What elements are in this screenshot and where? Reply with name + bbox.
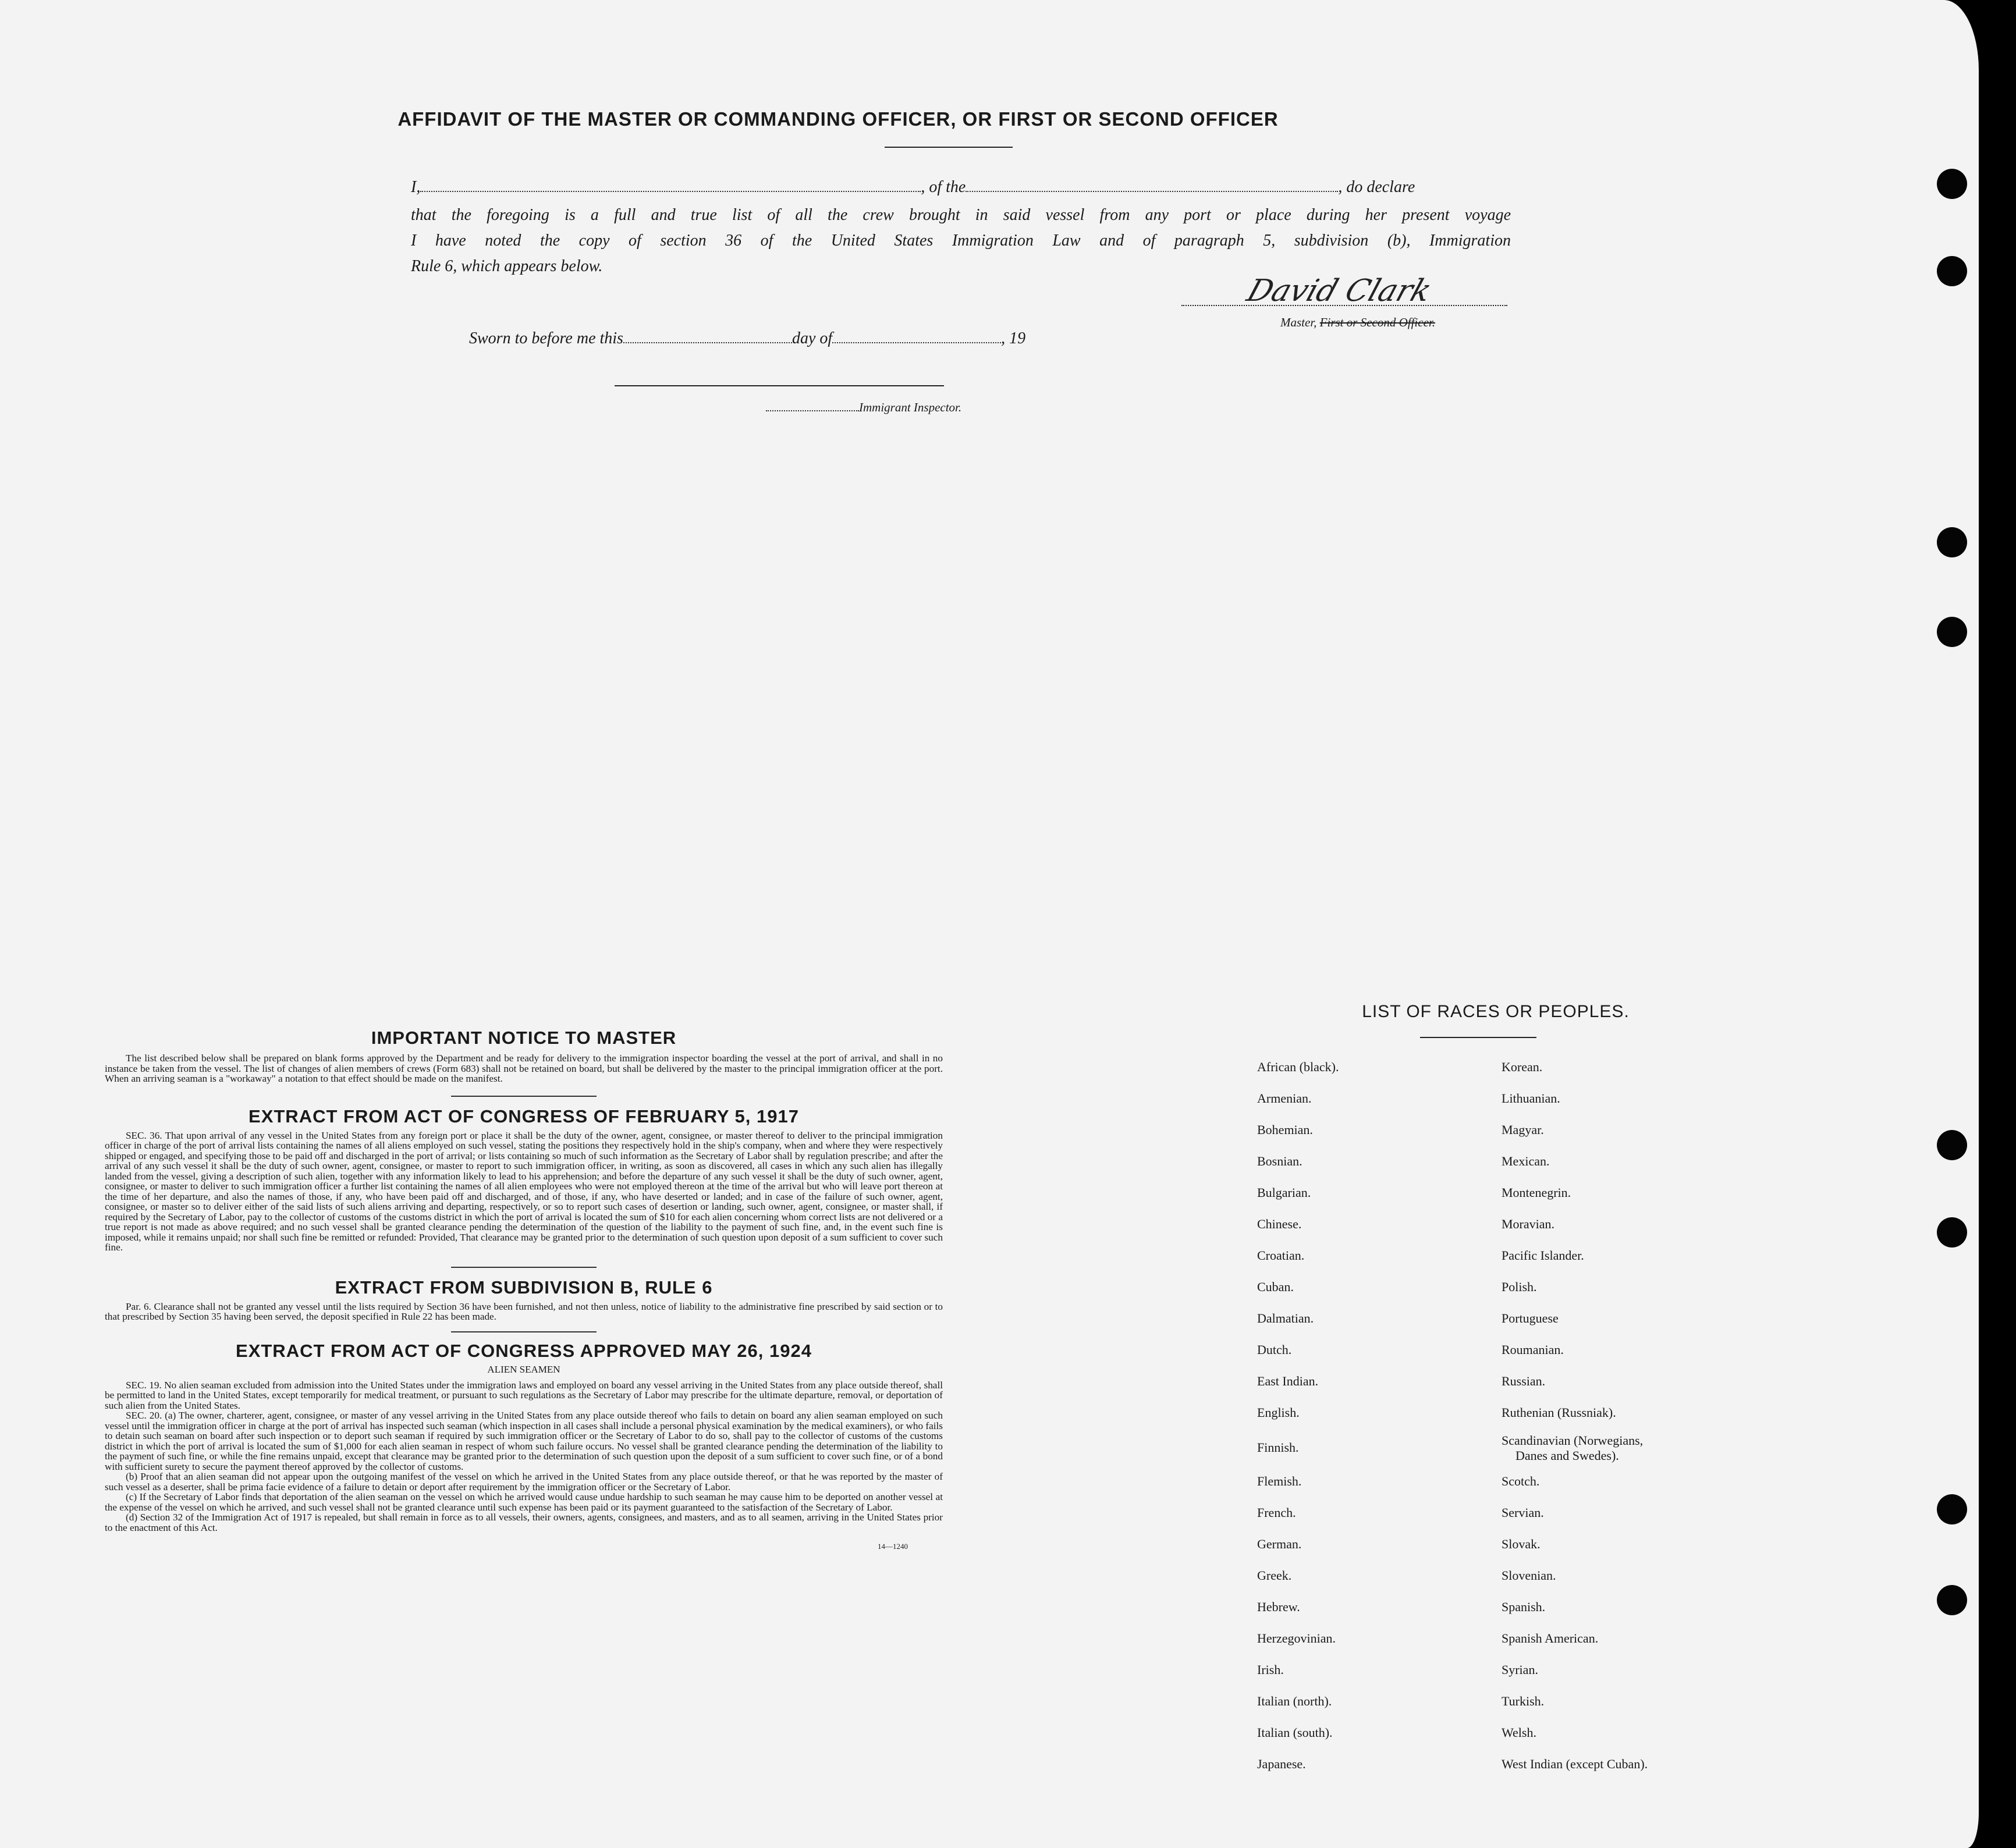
race-entry: Dalmatian.	[1257, 1311, 1314, 1325]
race-entry: Spanish American.	[1502, 1631, 1599, 1646]
race-entry: Italian (south).	[1257, 1725, 1333, 1740]
binder-hole	[1937, 1494, 1967, 1524]
race-entry: Herzegovinian.	[1257, 1631, 1336, 1646]
sworn-line	[469, 329, 1025, 348]
sworn-day-of: day of	[792, 329, 833, 347]
extract-1924-text	[105, 1380, 943, 1533]
race-entry: Dutch.	[1257, 1342, 1292, 1357]
struck-officer-label: First or Second Officer.	[1319, 315, 1435, 329]
binder-hole	[1937, 169, 1967, 199]
signature-line	[1181, 305, 1507, 306]
race-entry: Korean.	[1502, 1060, 1543, 1074]
extract-1917-title: EXTRACT FROM ACT OF CONGRESS OF FEBRUARY 5, 1917	[249, 1106, 799, 1126]
race-entry: Irish.	[1257, 1662, 1284, 1677]
race-entry: Lithuanian.	[1502, 1091, 1560, 1106]
race-entry: Magyar.	[1502, 1122, 1544, 1137]
binder-hole	[1937, 1217, 1967, 1248]
affidavit-i: I,	[411, 178, 421, 196]
race-entry: Turkish.	[1502, 1694, 1545, 1708]
race-entry: East Indian.	[1257, 1374, 1319, 1388]
race-entry: Hebrew.	[1257, 1600, 1300, 1614]
race-entry: Bulgarian.	[1257, 1185, 1311, 1200]
sworn-year: , 19	[1001, 329, 1026, 347]
race-entry: Greek.	[1257, 1568, 1292, 1583]
races-list-title: LIST OF RACES OR PEOPLES.	[1362, 1002, 1630, 1021]
master-signature: David Clark	[1243, 273, 1436, 308]
race-entry: Spanish.	[1502, 1600, 1546, 1614]
section-divider	[451, 1267, 597, 1268]
day-blank	[623, 342, 792, 343]
section-divider	[451, 1331, 597, 1332]
alien-seamen-subtitle: ALIEN SEAMEN	[487, 1363, 560, 1375]
extract-1917-text	[105, 1131, 943, 1253]
affidavit-text-line: that the foregoing is a full and true list of all the crew brought in said vessel from any port or place during her present voyage	[411, 206, 1511, 224]
race-entry: Roumanian.	[1502, 1342, 1564, 1357]
vessel-blank	[966, 191, 1338, 192]
race-entry: Slovak.	[1502, 1537, 1541, 1551]
race-entry: Scotch.	[1502, 1474, 1540, 1488]
binder-hole	[1937, 256, 1967, 286]
sec36-paragraph: SEC. 36. That upon arrival of any vessel in the United States from any foreign port or place it shall be the duty of the owner, agent, consignee, or master thereof to deliver to the principal immigration officer in charge of the port of arrival lists containing the names of all aliens employed on such vessel, stating the positions they respectively hold in the ship's company, when and where they were respectively shipped or engaged, and specifying those to be paid off and discharged in the port of arrival; or lists containing so much of such information as the Secretary of Labor shall by regulation prescribe; and after the arrival of any such vessel it shall be the duty of such owner, agent, consignee, or master to report to such immigration officer, in writing, as soon as discovered, all cases in which any such alien has illegally landed from the vessel, giving a description of such alien, together with any information likely to lead to his apprehension; and before the departure of any such vessel it shall be the duty of such owner, agent, consignee, or master to deliver to such immigration officer a further list containing the names of all alien employees who were not employed thereon at the time of the arrival but who will leave port thereon at the time of her departure, and also the names of those, if any, who have been paid off and discharged, and of those, if any, who have deserted or landed; and in case of the failure of such owner, agent, consignee, or master so to deliver either of the said lists of such aliens arriving and departing, respectively, or so to report such cases of desertion or landing, such owner, agent, consignee, or master shall, if required by the Secretary of Labor, pay to the collector of customs of the customs district in which the port of arrival is located the sum of $10 for each alien concerning whom correct lists are not delivered or a true report is not made as above required; and no such vessel shall be granted clearance pending the determination of the question of the liability to the payment of such fine, and, in the event such fine is imposed, while it remains unpaid; nor shall such fine be remitted or refunded: Provided, That clearance may be granted prior to the determination of such question upon deposit of a sum sufficient to cover such fine.	[105, 1129, 943, 1253]
sec20b-paragraph: (b) Proof that an alien seaman did not appear upon the outgoing manifest of the vessel on which he arrived in the United States from any place outside thereof, or that he was reported by the master of such vessel as a deserter, shall be prima facie evidence of a failure to detain or deport after requirement by the immigration officer or the Secretary of Labor.	[105, 1471, 943, 1492]
race-entry: Cuban.	[1257, 1280, 1294, 1294]
affidavit-title: AFFIDAVIT OF THE MASTER OR COMMANDING OFFICER, OR FIRST OR SECOND OFFICER	[397, 108, 1279, 130]
extract-rule6-text	[105, 1302, 943, 1322]
race-entry: Danes and Swedes).	[1515, 1448, 1619, 1463]
affidavit-text-line: I have noted the copy of section 36 of the United States Immigration Law and of paragraph 5, subdivision (b), Immigration	[411, 232, 1511, 250]
race-entry: Croatian.	[1257, 1248, 1305, 1263]
race-entry: Finnish.	[1257, 1440, 1299, 1455]
race-entry: Ruthenian (Russniak).	[1502, 1405, 1616, 1420]
sec20a-paragraph: SEC. 20. (a) The owner, charterer, agent, consignee, or master of any vessel arriving in the United States from any place outside thereof who fails to detain on board any alien seaman employed on such vessel until the immigration officer in charge at the port of arrival has inspected such seaman (which inspection in all cases shall include a personal physical examination by the medical examiners), or who fails to detain such seaman on board after such inspection or to deport such seaman if required by such immigration officer or the Secretary of Labor to do so, shall pay to the collector of customs of the customs district in which the port of arrival is located the sum of $1,000 for each alien seaman in respect of whom such failure occurs. No vessel shall be granted clearance pending the determination of the liability to the payment of such fine, or while the fine remains unpaid, except that clearance may be granted prior to the determination of such question upon the deposit of a sum sufficient to cover such fine, or of a bond with sufficient surety to secure the payment thereof approved by the collector of customs.	[105, 1410, 943, 1472]
race-entry: Bosnian.	[1257, 1154, 1302, 1168]
notice-to-master-section	[105, 1028, 943, 1551]
month-blank	[832, 342, 1001, 343]
race-entry: French.	[1257, 1505, 1296, 1520]
name-blank	[420, 191, 921, 192]
race-entry: German.	[1257, 1537, 1302, 1551]
race-entry: Polish.	[1502, 1280, 1537, 1294]
sworn-text: Sworn to before me this	[469, 329, 623, 347]
race-entry: Pacific Islander.	[1502, 1248, 1584, 1263]
title-underline	[885, 147, 1013, 148]
race-entry: Moravian.	[1502, 1217, 1555, 1231]
extract-1924-title: EXTRACT FROM ACT OF CONGRESS APPROVED MAY 26, 1924	[236, 1340, 812, 1361]
master-label: Master,	[1280, 315, 1317, 329]
par6-paragraph: Par. 6. Clearance shall not be granted any vessel until the lists required by Section 36 have been furnished, and not then unless, notice of liability to the administrative fine prescribed by said section or to that prescribed by Section 35 having been served, the deposit specified in Rule 22 has been made.	[105, 1300, 943, 1322]
master-caption	[1280, 315, 1435, 330]
race-entry: Mexican.	[1502, 1154, 1550, 1168]
race-entry: African (black).	[1257, 1060, 1339, 1074]
binder-hole	[1937, 1130, 1967, 1160]
race-entry: Italian (north).	[1257, 1694, 1332, 1708]
notice-title: IMPORTANT NOTICE TO MASTER	[371, 1028, 677, 1048]
race-entry: Armenian.	[1257, 1091, 1312, 1106]
binder-hole	[1937, 617, 1967, 647]
sec20d-paragraph: (d) Section 32 of the Immigration Act of 1917 is repealed, but shall remain in force as to all vessels, their owners, agents, consignees, and masters, and as to all seamen, arriving in the United States prior to the enactment of this Act.	[105, 1512, 943, 1533]
race-entry: Portuguese	[1502, 1311, 1559, 1325]
race-entry: Servian.	[1502, 1505, 1544, 1520]
inspector-signature-line	[615, 385, 944, 386]
race-entry: English.	[1257, 1405, 1300, 1420]
affidavit-of-the: , of the	[921, 178, 966, 196]
binder-hole	[1937, 1585, 1967, 1615]
inspector-label: Immigrant Inspector.	[859, 400, 962, 414]
sec20c-paragraph: (c) If the Secretary of Labor finds that deportation of the alien seaman on the vessel on which he arrived would cause undue hardship to such seaman he may cause him to be deported on another vessel at the expense of the vessel on which he arrived, and such vessel shall not be granted clearance until such expense has been paid or its payment guaranteed to the satisfaction of the Secretary of Labor.	[105, 1491, 943, 1513]
form-number: 14—1240	[878, 1542, 908, 1551]
race-entry: West Indian (except Cuban).	[1502, 1757, 1648, 1771]
race-entry: Russian.	[1502, 1374, 1546, 1388]
notice-text	[105, 1053, 943, 1084]
race-entry: Slovenian.	[1502, 1568, 1556, 1583]
binder-hole	[1937, 527, 1967, 557]
affidavit-text-line: Rule 6, which appears below.	[411, 257, 603, 275]
section-divider	[451, 1096, 597, 1097]
race-entry: Scandinavian (Norwegians,	[1502, 1433, 1644, 1448]
race-entry: Bohemian.	[1257, 1122, 1313, 1137]
race-entry: Welsh.	[1502, 1725, 1536, 1740]
notice-paragraph: The list described below shall be prepared on blank forms approved by the Department and be ready for delivery to the immigration inspector boarding the vessel at the port of arrival, and shall in no instance be taken from the vessel. The list of changes of alien members of crews (Form 683) shall not be retained on board, but shall be delivered by the master to the principal immigration officer at the port. When an arriving seaman is a "workaway" a notation to that effect should be made on the manifest.	[105, 1053, 943, 1084]
race-entry: Flemish.	[1257, 1474, 1302, 1488]
race-entry: Montenegrin.	[1502, 1185, 1571, 1200]
race-entry: Chinese.	[1257, 1217, 1302, 1231]
inspector-caption	[766, 400, 961, 415]
races-title-underline	[1420, 1037, 1536, 1038]
inspector-blank	[766, 410, 859, 411]
affidavit-declaration-line	[411, 178, 1511, 197]
affidavit-declare: , do declare	[1338, 178, 1415, 196]
sec19-paragraph: SEC. 19. No alien seaman excluded from admission into the United States under the immigration laws and employed on board any vessel arriving in the United States from any place outside thereof, shall be permitted to land in the United States, except temporarily for medical treatment, or pursuant to such regulations as the Secretary of Labor may prescribe for the ultimate departure, removal, or deportation of such alien from the United States.	[105, 1379, 943, 1411]
extract-rule6-title: EXTRACT FROM SUBDIVISION B, RULE 6	[335, 1277, 713, 1298]
race-entry: Syrian.	[1502, 1662, 1538, 1677]
race-entry: Japanese.	[1257, 1757, 1306, 1771]
